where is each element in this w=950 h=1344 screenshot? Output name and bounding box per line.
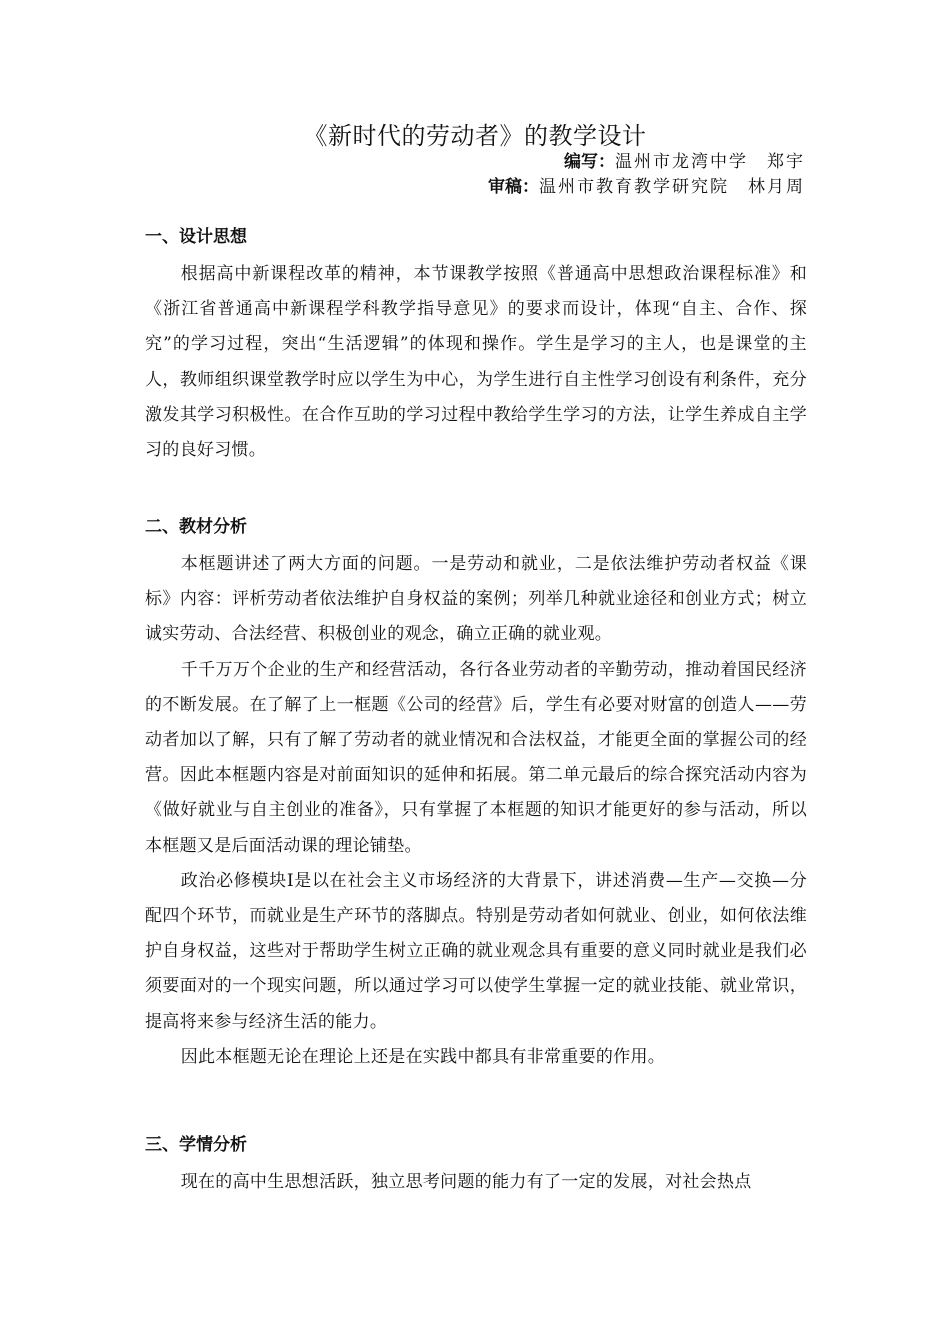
paragraph: 千千万万个企业的生产和经营活动，各行各业劳动者的辛勤劳动，推动着国民经济的不断发展。在了解了上一框题《公司的经营》后，学生有必要对财富的创造人——劳动者加以了解，只有了解了劳动者的就业情况和合法权益，才能更全面的掌握公司的经营。因此本框题内容是对前面知识的延伸和拓展。第二单元最后的综合探究活动内容为《做好就业与自主创业的准备》，只有掌握了本框题的知识才能更好的参与活动，所以本框题又是后面活动课的理论铺垫。 (145, 659, 807, 856)
paragraph: 政治必修模块Ⅰ是以在社会主义市场经济的大背景下，讲述消费—生产—交换—分配四个环节，而就业是生产环节的落脚点。特别是劳动者如何就业、创业，如何依法维护自身权益，这些对于帮助学生树立正确的就业观念具有重要的意义同时就业是我们必须要面对的一个现实问题，所以通过学习可以使学生掌握一定的就业技能、就业常识，提高将来参与经济生活的能力。 (145, 870, 807, 1032)
paragraph: 因此本框题无论在理论上还是在实践中都具有非常重要的作用。 (180, 1046, 666, 1067)
section-design-idea (145, 222, 807, 468)
section-heading: 一、设计思想 (145, 227, 247, 247)
paragraph: 根据高中新课程改革的精神，本节课教学按照《普通高中思想政治课程标准》和《浙江省普通高中新课程学科教学指导意见》的要求而设计，体现“自主、合作、探究”的学习过程，突出“生活逻辑”的体现和操作。学生是学习的主人，也是课堂的主人，教师组织课堂教学时应以学生为中心，为学生进行自主性学习创设有利条件，充分激发其学习积极性。在合作互助的学习过程中教给学生学习的方法，让学生养成自主学习的良好习惯。 (145, 264, 807, 461)
section-heading: 二、教材分析 (145, 517, 247, 537)
author-value: 温州市龙湾中学 郑宇 (615, 152, 805, 172)
paragraph: 现在的高中生思想活跃，独立思考问题的能力有了一定的发展，对社会热点 (180, 1172, 752, 1192)
reviewer-value: 温州市教育教学研究院 林月周 (539, 177, 805, 197)
reviewer-line (488, 175, 805, 199)
author-line (564, 150, 805, 174)
document-title: 《新时代的劳动者》的教学设计 (303, 122, 647, 150)
section-heading: 三、学情分析 (145, 1135, 247, 1155)
reviewer-label: 审稿： (488, 177, 539, 197)
section-textbook-analysis (145, 512, 807, 1075)
author-label: 编写： (564, 152, 615, 172)
section-student-analysis (145, 1130, 807, 1200)
paragraph: 本框题讲述了两大方面的问题。一是劳动和就业，二是依法维护劳动者权益《课标》内容：评析劳动者依法维护自身权益的案例；列举几种就业途径和创业方式；树立诚实劳动、合法经营、积极创业的观念，确立正确的就业观。 (145, 554, 807, 645)
